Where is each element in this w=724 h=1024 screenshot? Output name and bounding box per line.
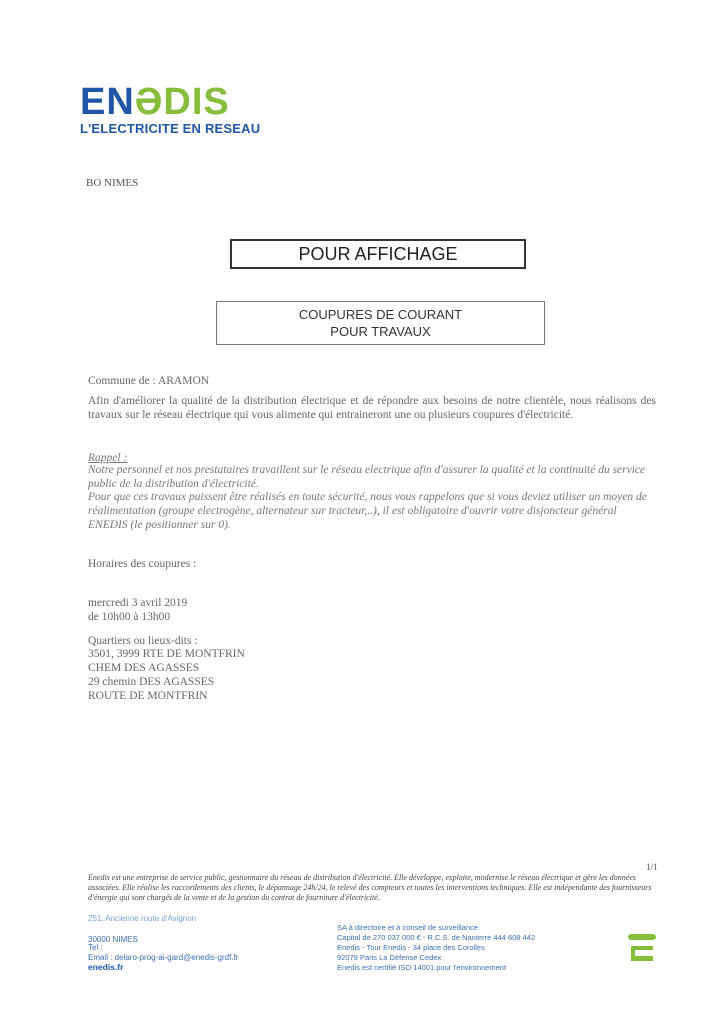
logo-tagline: L'ELECTRICITE EN RESEAU xyxy=(80,121,261,136)
subject-box xyxy=(216,301,545,345)
rappel-paragraph-1: Notre personnel et nos prestataires travaillent sur le réseau electrique afin d'assurer la qualité et la continuité du service public de la distribution d'électricité. xyxy=(88,464,646,490)
locations-label: Quartiers ou lieux-dits : xyxy=(88,635,198,647)
rappel-title: Rappel : xyxy=(88,452,128,464)
legal-line: Capital de 270 037 000 € - R.C.S. de Nanterre 444 608 442 xyxy=(337,933,536,942)
legal-line: 92079 Paris La Défense Cedex xyxy=(337,953,442,962)
subject-line1: COUPURES DE COURANT xyxy=(298,307,463,322)
enedis-logo xyxy=(80,82,230,122)
location-item: 29 chemin DES AGASSES xyxy=(88,676,215,688)
rappel-paragraph-2: Pour que ces travaux puissent être réalisés en toute sécurité, nous vous rappelons que si vous deviez utiliser un moyen de réalimentation (groupe electrogène, alternateur sur tracteur,..), il est obligatoire d'ouvrir votre disjoncteur général ENEDIS (le positionner sur 0). xyxy=(88,491,647,531)
location-item: ROUTE DE MONTFRIN xyxy=(88,690,208,702)
schedule-label: Horaires des coupures : xyxy=(88,558,197,570)
footer-contact xyxy=(88,943,238,963)
banner-title: POUR AFFICHAGE xyxy=(298,243,458,264)
legal-line: Enedis est certifié ISO 14001 pour l'environnement xyxy=(337,963,507,972)
banner-box xyxy=(230,239,526,269)
logo-word-part1: EN xyxy=(80,81,135,123)
footer-address: 251, Ancienne route d'Avignon xyxy=(88,914,197,923)
enedis-e-icon xyxy=(625,931,659,965)
footer-description: Enedis est une entreprise de service public, gestionnaire du réseau de distribution d'électricité. Elle développe, exploite, modernise le réseau électrique et gère les données associées. Elle réalise les raccordements des clients, le dépannage 24h/24, le relevé des compteurs et toutes les interventions techniques. Elle est indépendante des fournisseurs d'énergie qui sont chargés de la vente et de la gestion du contrat de fourniture d'électricité. xyxy=(88,873,652,902)
outage-date: mercredi 3 avril 2019 xyxy=(88,597,188,609)
page-number: 1/1 xyxy=(646,862,658,872)
commune-line: Commune de : ARAMON xyxy=(88,375,210,387)
footer-email: Email : delaro-prog-ai-gard@enedis-grdf.fr xyxy=(88,953,239,962)
footer-legal xyxy=(337,923,535,973)
footer-website: enedis.fr xyxy=(88,962,124,972)
intro-paragraph: Afin d'améliorer la qualité de la distribution électrique et de répondre aux besoins de notre clientèle, nous réalisons des travaux sur le réseau électrique qui vous alimente qui entraineront une ou plusieurs coupures d'électricité. xyxy=(88,395,656,421)
location-item: 3501, 3999 RTE DE MONTFRIN xyxy=(88,648,245,660)
legal-line: Enedis - Tour Enedis - 34 place des Corolles xyxy=(337,943,485,952)
location-item: CHEM DES AGASSES xyxy=(88,662,200,674)
outage-time: de 10h00 à 13h00 xyxy=(88,611,171,623)
locations-list xyxy=(88,647,245,703)
footer-city: 30000 NIMES xyxy=(88,935,138,944)
legal-line: SA à directoire et à conseil de surveillance xyxy=(337,923,478,932)
office-label: BO NIMES xyxy=(86,177,139,189)
logo-word-part2: ƏDIS xyxy=(134,81,230,123)
subject-line2: POUR TRAVAUX xyxy=(330,324,431,339)
footer-tel: Tel : xyxy=(88,943,103,952)
